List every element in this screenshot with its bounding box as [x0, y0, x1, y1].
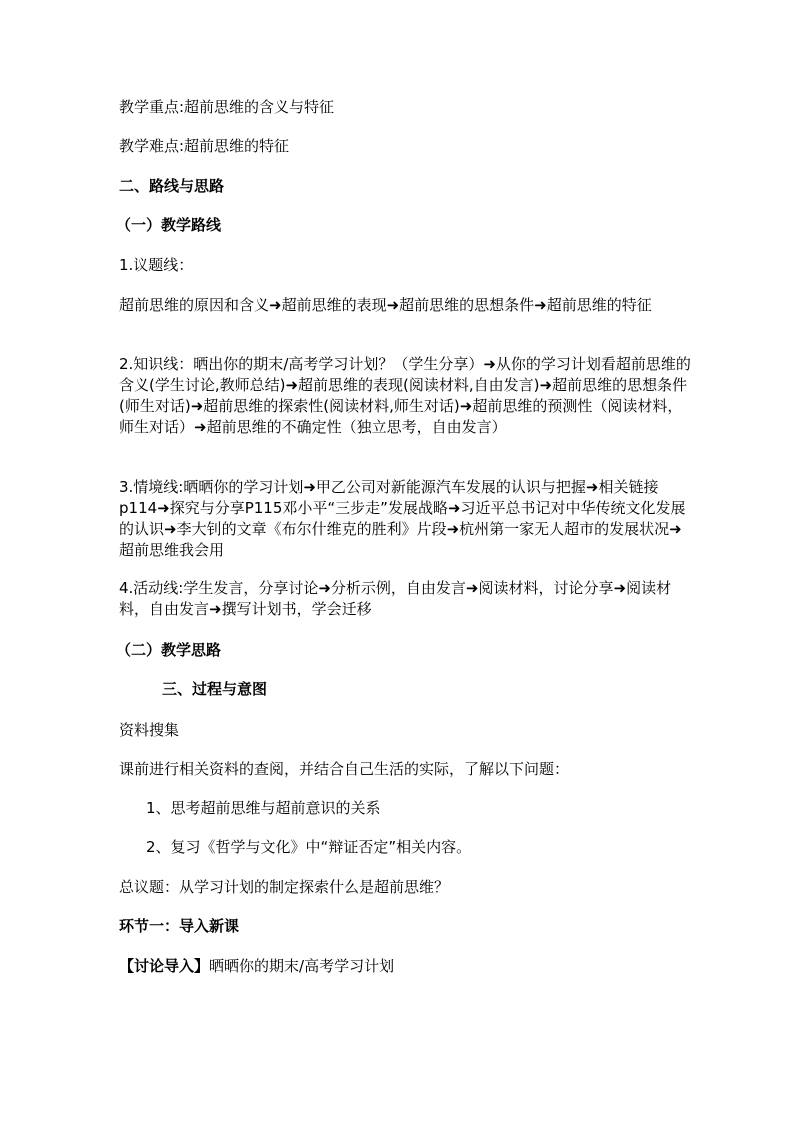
topic-line-text: 超前思维的原因和含义➜超前思维的表现➜超前思维的思想条件➜超前思维的特征 [119, 296, 652, 314]
overall-topic: 总议题：从学习计划的制定探索什么是超前思维？ [119, 878, 450, 896]
link-one-title: 环节一：导入新课 [119, 917, 240, 935]
discussion-intro [119, 956, 691, 977]
section-title-process: 三、过程与意图 [162, 680, 268, 698]
discussion-label: 【讨论导入】 [119, 957, 210, 975]
question-item-2: 2、复习《哲学与文化》中“辩证否定”相关内容。 [146, 838, 472, 856]
section-title-route: 二、路线与思路 [119, 177, 225, 195]
teaching-difficulty: 教学难点:超前思维的特征 [119, 137, 290, 155]
materials-text: 课前进行相关资料的查阅，并结合自己生活的实际，了解以下问题： [119, 760, 570, 778]
knowledge-line-text: 2.知识线：晒出你的期末/高考学习计划？（学生分享）➜从你的学习计划看超前思维的含义(学生讨论,教师总结)➜超前思维的表现(阅读材料,自由发言)➜超前思维的思想条件(师生对话)➜超前思维的探索性(阅读材料,师生对话)➜超前思维的预测性（阅读材料，师生对话）➜超前思维的不确定性（独立思考，自由发言） [119, 355, 691, 436]
teaching-focus: 教学重点:超前思维的含义与特征 [119, 98, 335, 116]
question-item-1: 1、思考超前思维与超前意识的关系 [146, 799, 381, 817]
topic-line-label: 1.议题线： [119, 256, 194, 274]
activity-line-text: 4.活动线:学生发言，分享讨论➜分析示例，自由发言➜阅读材料，讨论分享➜阅读材料，自由发言➜撰写计划书，学会迁移 [119, 579, 672, 618]
discussion-text: 晒晒你的期末/高考学习计划 [209, 957, 395, 975]
subsection-title-approach: （二）教学思路 [116, 641, 222, 659]
situation-line-text: 3.情境线:晒晒你的学习计划➜甲乙公司对新能源汽车发展的认识与把握➜相关链接p114➜探究与分享P115邓小平“三步走”发展战略➜习近平总书记对中华传统文化发展的认识➜李大钊的文章《布尔什维克的胜利》片段➜杭州第一家无人超市的发展状况➜超前思维我会用 [119, 478, 686, 559]
subsection-title-route: （一）教学路线 [116, 216, 222, 234]
materials-title: 资料搜集 [119, 721, 180, 739]
